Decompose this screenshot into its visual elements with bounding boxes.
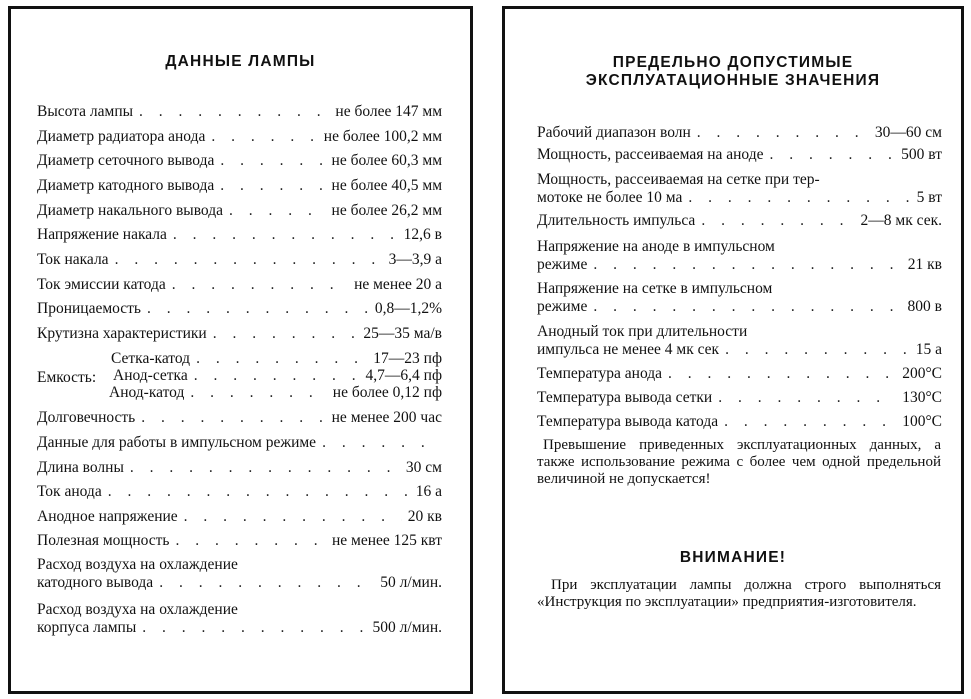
- limit-row-anode-current-line1: Анодный ток при длительности: [537, 323, 748, 340]
- row-label: Напряжение накала: [37, 226, 167, 243]
- row-label: Ток эмиссии катода: [37, 276, 166, 293]
- lamp-data-row: [37, 177, 442, 194]
- leader-dots: [176, 532, 326, 549]
- row-value: не более 0,12 пф: [332, 384, 442, 401]
- leader-dots: [322, 434, 436, 451]
- limit-title-line2: ЭКСПЛУАТАЦИОННЫЕ ЗНАЧЕНИЯ: [585, 72, 881, 89]
- leader-dots: [194, 367, 360, 384]
- row-label: корпуса лампы: [37, 619, 137, 636]
- limit-title-line1: ПРЕДЕЛЬНО ДОПУСТИМЫЕ: [612, 54, 854, 71]
- row-label: Данные для работы в импульсном режиме: [37, 434, 317, 451]
- lamp-data-row: [37, 409, 442, 426]
- row-label: Температура вывода катода: [537, 413, 719, 430]
- leader-dots: [593, 256, 901, 273]
- leader-dots: [701, 212, 854, 229]
- lamp-data-row: [37, 226, 442, 243]
- row-value: не менее 20 а: [354, 276, 442, 293]
- lamp-data-row: [37, 459, 442, 476]
- leader-dots: [697, 124, 869, 141]
- row-label: Сетка-катод: [111, 350, 191, 367]
- row-label: Длительность импульса: [537, 212, 696, 229]
- row-value: 15 а: [915, 341, 942, 358]
- limit-row-anode-current: [537, 341, 942, 358]
- row-value: не более 147 мм: [335, 103, 442, 120]
- warning-text: При эксплуатации лампы должна строго выполняться «Инструкция по эксплуатации» предприятия-изготовителя.: [537, 577, 941, 610]
- row-value: 20 кв: [407, 508, 442, 525]
- row-value: не менее 200 час: [331, 409, 442, 426]
- leader-dots: [172, 276, 348, 293]
- row-value: 100°С: [902, 413, 942, 430]
- leader-dots: [130, 459, 400, 476]
- leader-dots: [220, 152, 325, 169]
- row-label: Ток анода: [37, 483, 102, 500]
- leader-dots: [725, 341, 910, 358]
- row-label: Высота лампы: [37, 103, 134, 120]
- leader-dots: [668, 365, 896, 382]
- limit-row-grid-power-line1: Мощность, рассеиваемая на сетке при тер-: [537, 171, 820, 188]
- limit-row-cathode-temp: [537, 413, 942, 430]
- warning-title: ВНИМАНИЕ!: [679, 549, 787, 566]
- row-label: режиме: [537, 256, 588, 273]
- leader-dots: [184, 508, 402, 525]
- row-label: Температура вывода сетки: [537, 389, 713, 406]
- row-label: Мощность, рассеиваемая на аноде: [537, 146, 764, 163]
- row-value: 800 в: [907, 298, 942, 315]
- limit-row-grid-voltage: [537, 298, 942, 315]
- limit-row-grid-temp: [537, 389, 942, 406]
- leader-dots: [211, 128, 317, 145]
- limit-row-grid-power: [537, 189, 942, 206]
- lamp-data-row: [37, 483, 442, 500]
- leader-dots: [770, 146, 896, 163]
- row-value: не более 100,2 мм: [323, 128, 442, 145]
- row-value: 21 кв: [907, 256, 942, 273]
- leader-dots: [147, 300, 369, 317]
- air-cathode-row: [37, 574, 442, 591]
- lamp-data-row: [37, 276, 442, 293]
- row-label: режиме: [537, 298, 588, 315]
- row-value: не более 26,2 мм: [331, 202, 442, 219]
- limit-row-anode-power: [537, 146, 942, 163]
- leader-dots: [724, 413, 896, 430]
- leader-dots: [220, 177, 325, 194]
- leader-dots: [139, 103, 329, 120]
- row-value: 0,8—1,2%: [374, 300, 442, 317]
- limit-values-panel: [502, 6, 964, 694]
- row-label: катодного вывода: [37, 574, 154, 591]
- lamp-data-row: [37, 532, 442, 549]
- leader-dots: [593, 298, 901, 315]
- row-label: Долговечность: [37, 409, 136, 426]
- lamp-data-row: [37, 508, 442, 525]
- capacity-label: Емкость:: [37, 369, 97, 386]
- row-value: 130°С: [902, 389, 942, 406]
- lamp-data-row: [37, 128, 442, 145]
- row-label: Полезная мощность: [37, 532, 170, 549]
- limit-note: Превышение приведенных эксплуатационных данных, а также использование режима с более чем одной предельной величиной не допускается!: [537, 437, 941, 487]
- lamp-data-row: [37, 434, 442, 451]
- lamp-data-panel: [8, 6, 473, 694]
- row-label: Температура анода: [537, 365, 663, 382]
- air-cathode-line1: Расход воздуха на охлаждение: [37, 556, 238, 573]
- row-value: не менее 125 квт: [331, 532, 442, 549]
- limit-row-anode-voltage: [537, 256, 942, 273]
- leader-dots: [159, 574, 374, 591]
- row-label: Диаметр сеточного вывода: [37, 152, 215, 169]
- row-value: не более 60,3 мм: [331, 152, 442, 169]
- leader-dots: [142, 619, 366, 636]
- lamp-data-row: [37, 152, 442, 169]
- leader-dots: [173, 226, 398, 243]
- row-label: Анод-катод: [109, 384, 185, 401]
- row-value: 17—23 пф: [373, 350, 442, 367]
- leader-dots: [718, 389, 896, 406]
- row-label: Проницаемость: [37, 300, 142, 317]
- row-value: 16 а: [415, 483, 442, 500]
- row-value: 3—3,9 а: [388, 251, 442, 268]
- row-label: Диаметр накального вывода: [37, 202, 223, 219]
- row-label: Крутизна характеристики: [37, 325, 207, 342]
- row-value: 200°С: [902, 365, 942, 382]
- lamp-data-title: ДАННЫЕ ЛАМПЫ: [165, 53, 316, 70]
- leader-dots: [229, 202, 326, 219]
- row-label: мотоке не более 10 ма: [537, 189, 683, 206]
- capacity-row: [113, 367, 442, 384]
- leader-dots: [213, 325, 358, 342]
- leader-dots: [141, 409, 325, 426]
- row-value: 12,6 в: [403, 226, 442, 243]
- lamp-data-row: [37, 202, 442, 219]
- lamp-data-row: [37, 251, 442, 268]
- leader-dots: [196, 350, 367, 367]
- leader-dots: [190, 384, 326, 401]
- row-label: Диаметр радиатора анода: [37, 128, 206, 145]
- row-label: Анод-сетка: [113, 367, 188, 384]
- limit-row-wave-range: [537, 124, 942, 141]
- row-value: не более 40,5 мм: [331, 177, 442, 194]
- row-value: 5 вт: [916, 189, 942, 206]
- capacity-row: [109, 384, 442, 401]
- limit-row-anode-voltage-line1: Напряжение на аноде в импульсном: [537, 238, 775, 255]
- row-value: 50 л/мин.: [380, 574, 442, 591]
- lamp-data-row: [37, 325, 442, 342]
- row-value: 30—60 см: [874, 124, 942, 141]
- row-label: импульса не менее 4 мк сек: [537, 341, 720, 358]
- row-label: Рабочий диапазон волн: [537, 124, 691, 141]
- air-body-row: [37, 619, 442, 636]
- row-value: 500 вт: [901, 146, 942, 163]
- lamp-data-row: [37, 300, 442, 317]
- row-label: Диаметр катодного вывода: [37, 177, 215, 194]
- air-body-line1: Расход воздуха на охлаждение: [37, 601, 238, 618]
- limit-row-anode-temp: [537, 365, 942, 382]
- lamp-data-row: [37, 103, 442, 120]
- row-value: 4,7—6,4 пф: [365, 367, 442, 384]
- row-label: Анодное напряжение: [37, 508, 178, 525]
- row-value: 30 см: [405, 459, 442, 476]
- limit-row-pulse-duration: [537, 212, 942, 229]
- capacity-row: [111, 350, 442, 367]
- leader-dots: [115, 251, 383, 268]
- row-value: 25—35 ма/в: [363, 325, 442, 342]
- row-label: Ток накала: [37, 251, 109, 268]
- row-value: 2—8 мк сек.: [860, 212, 942, 229]
- limit-row-grid-voltage-line1: Напряжение на сетке в импульсном: [537, 280, 773, 297]
- leader-dots: [688, 189, 910, 206]
- row-label: Длина волны: [37, 459, 124, 476]
- row-value: 500 л/мин.: [372, 619, 442, 636]
- leader-dots: [108, 483, 410, 500]
